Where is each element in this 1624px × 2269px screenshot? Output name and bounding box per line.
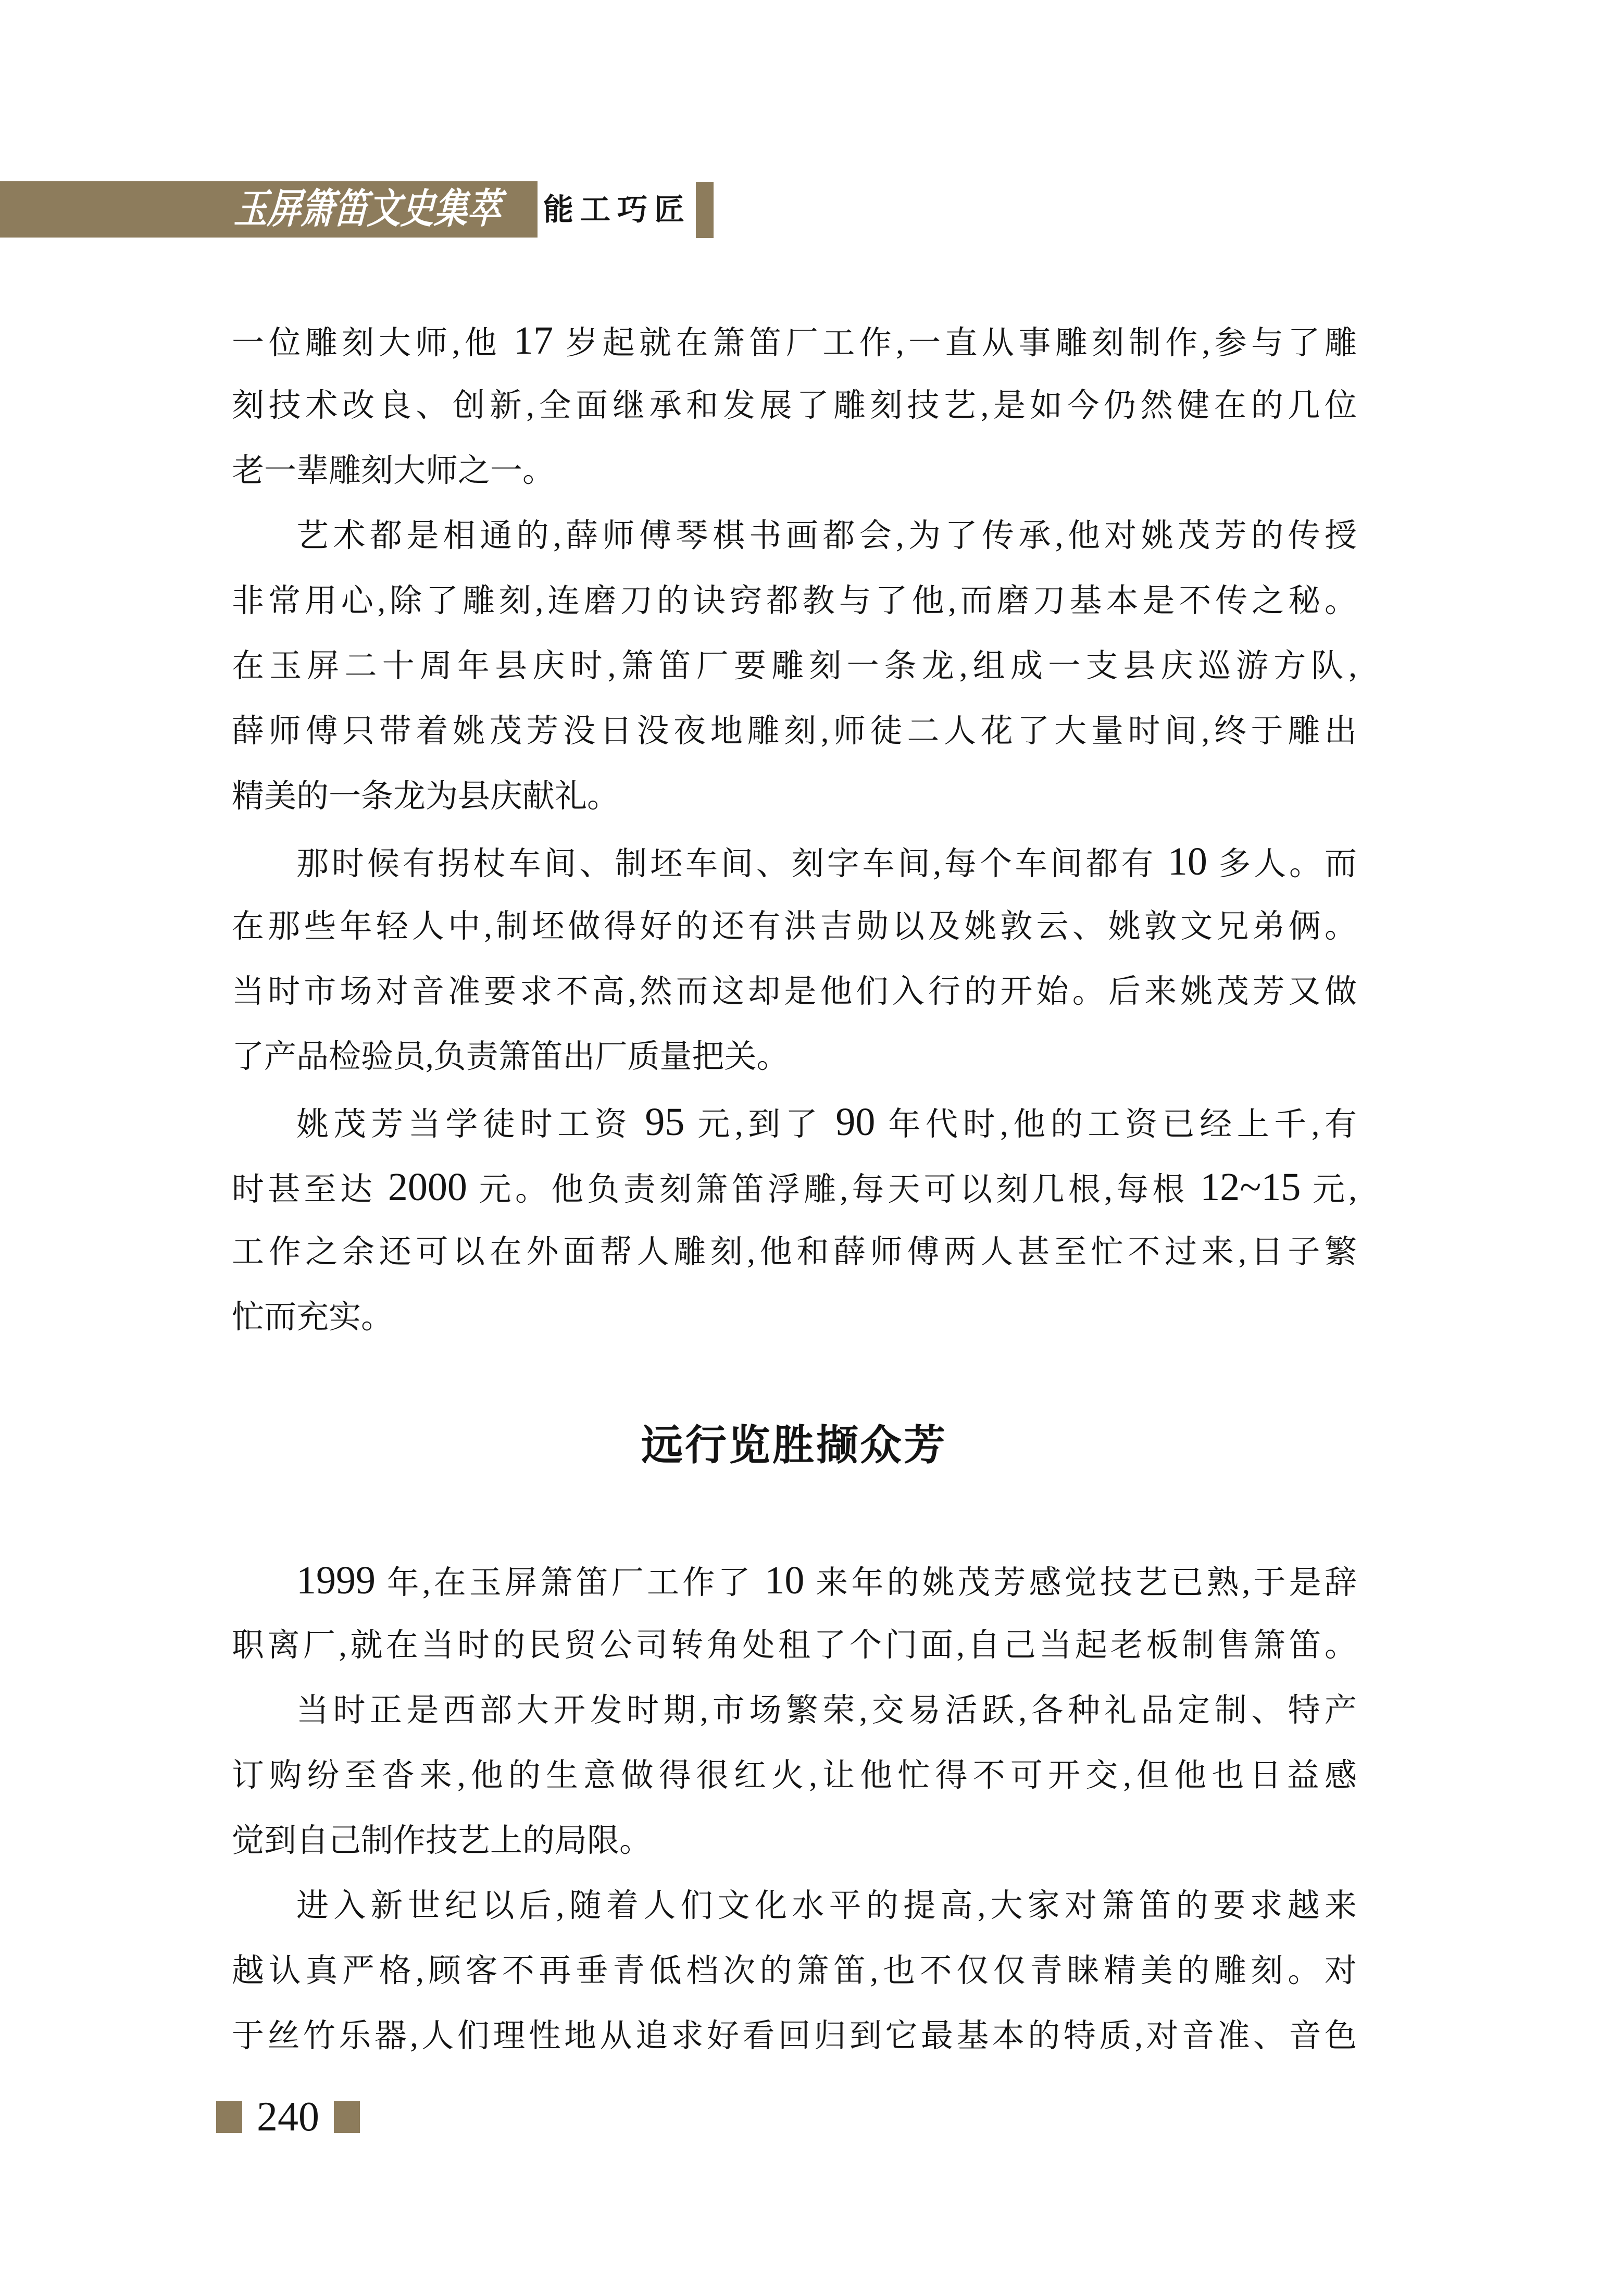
- text-line: 在玉屏二十周年县庆时,箫笛厂要雕刻一条龙,组成一支县庆巡游方队,: [232, 649, 1357, 684]
- text-line: 刻技术改良、创新,全面继承和发展了雕刻技艺,是如今仍然健在的几位: [232, 388, 1357, 423]
- text-line: 当时正是西部大开发时期,市场繁荣,交易活跃,各种礼品定制、特产: [296, 1693, 1357, 1728]
- inline-number: 10: [765, 1559, 805, 1602]
- page-footer: [216, 2094, 360, 2140]
- inline-number: 12~15: [1200, 1165, 1301, 1209]
- page-number: 240: [257, 2094, 319, 2140]
- inline-number: 95: [645, 1100, 685, 1144]
- text-line: 老一辈雕刻大师之一。: [232, 453, 555, 489]
- text-line: 薛师傅只带着姚茂芳没日没夜地雕刻,师徒二人花了大量时间,终于雕出: [232, 714, 1357, 749]
- text-line: 订购纷至沓来,他的生意做得很红火,让他忙得不可开交,但他也日益感: [232, 1758, 1357, 1793]
- text-line: 姚茂芳当学徒时工资 95 元,到了 90 年代时,他的工资已经上千,有: [296, 1100, 1357, 1144]
- text-line: 精美的一条龙为县庆献礼。: [232, 779, 620, 814]
- inline-number: 17: [514, 319, 554, 363]
- footer-square-left: [216, 2101, 242, 2133]
- text-line: 了产品检验员,负责箫笛出厂质量把关。: [232, 1039, 789, 1075]
- text-line: 进入新世纪以后,随着人们文化水平的提高,大家对箫笛的要求越来: [296, 1888, 1357, 1924]
- header-calligraphy-title: 玉屏箫笛文史集萃: [233, 186, 503, 232]
- text-line: 当时市场对音准要求不高,然而这却是他们入行的开始。后来姚茂芳又做: [232, 974, 1357, 1009]
- text-line: 在那些年轻人中,制坯做得好的还有洪吉勋以及姚敦云、姚敦文兄弟俩。: [232, 909, 1357, 944]
- text-line: 职离厂,就在当时的民贸公司转角处租了个门面,自己当起老板制售箫笛。: [232, 1628, 1357, 1663]
- text-line: 艺术都是相通的,薛师傅琴棋书画都会,为了传承,他对姚茂芳的传授: [296, 518, 1357, 554]
- inline-number: 1999: [296, 1559, 376, 1602]
- footer-square-right: [334, 2101, 360, 2133]
- inline-number: 2000: [388, 1165, 467, 1209]
- text-line: 非常用心,除了雕刻,连磨刀的诀窍都教与了他,而磨刀基本是不传之秘。: [232, 583, 1357, 619]
- text-line: 一位雕刻大师,他 17 岁起就在箫笛厂工作,一直从事雕刻制作,参与了雕: [232, 319, 1357, 363]
- text-line: 忙而充实。: [232, 1300, 394, 1335]
- section-heading: 远行览胜撷众芳: [641, 1423, 947, 1469]
- header-section-label: 能工巧匠: [543, 193, 692, 227]
- header-bar-decoration: [696, 182, 714, 238]
- text-line: 工作之余还可以在外面帮人雕刻,他和薛师傅两人甚至忙不过来,日子繁: [232, 1235, 1357, 1270]
- text-line: 那时候有拐杖车间、制坯车间、刻字车间,每个车间都有 10 多人。而: [296, 840, 1357, 883]
- text-line: 时甚至达 2000 元。他负责刻箫笛浮雕,每天可以刻几根,每根 12~15 元,: [232, 1165, 1357, 1209]
- text-line: 1999 年,在玉屏箫笛厂工作了 10 来年的姚茂芳感觉技艺已熟,于是辞: [296, 1559, 1357, 1602]
- header-band: [0, 181, 538, 238]
- inline-number: 90: [835, 1100, 876, 1144]
- body-flow: [232, 308, 1357, 2069]
- text-line: 于丝竹乐器,人们理性地从追求好看回归到它最基本的特质,对音准、音色: [232, 2018, 1357, 2054]
- inline-number: 10: [1167, 840, 1207, 883]
- text-line: 觉到自己制作技艺上的局限。: [232, 1823, 652, 1859]
- text-line: 越认真严格,顾客不再垂青低档次的箫笛,也不仅仅青睐精美的雕刻。对: [232, 1953, 1357, 1989]
